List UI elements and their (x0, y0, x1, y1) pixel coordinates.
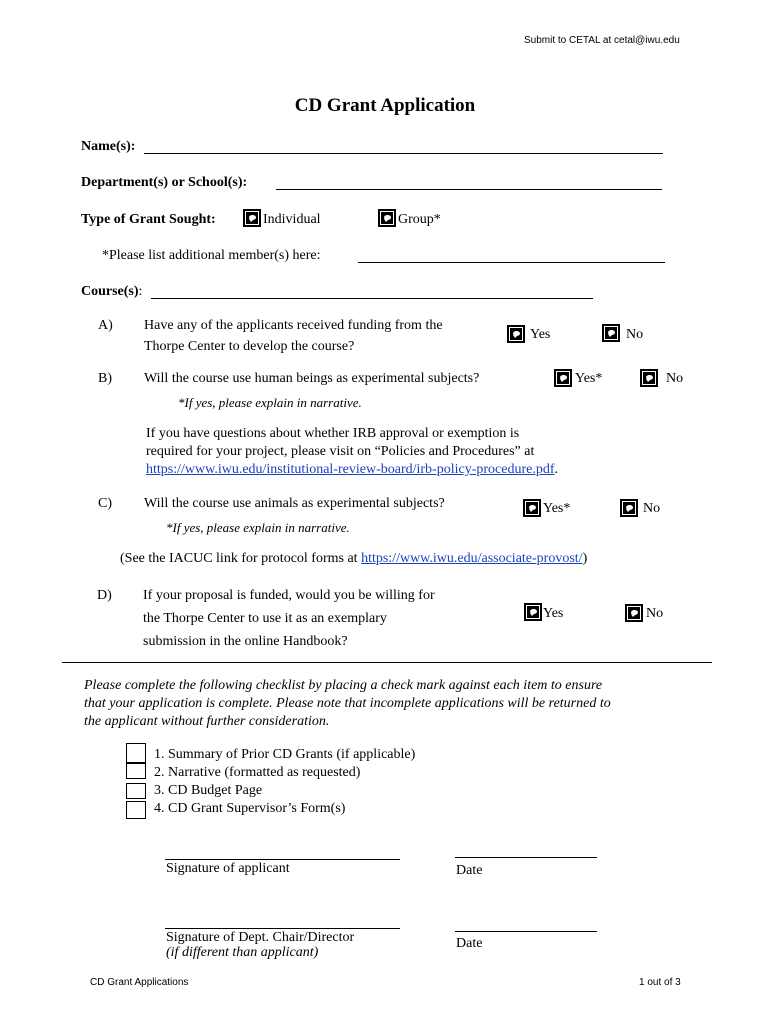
question-b-yes-checkbox[interactable] (554, 369, 572, 387)
irb-line3-end: . (554, 462, 558, 477)
section-divider (62, 662, 712, 663)
question-a-no-label: No (626, 327, 644, 342)
page-title: CD Grant Application (294, 95, 476, 116)
iacuc-prefix: (See the IACUC link for protocol forms at (120, 551, 362, 566)
irb-line2: required for your project, please visit on “Policies and Procedures” at (146, 444, 535, 459)
checklist-intro-line1: Please complete the following checklist by placing a check mark against each item to ensure (84, 678, 603, 693)
names-field[interactable] (144, 153, 663, 154)
question-a-yes-checkbox[interactable] (507, 325, 525, 343)
date2-label: Date (456, 936, 483, 951)
department-label: Department(s) or School(s): (81, 175, 248, 190)
question-c-yes-checkbox[interactable] (523, 499, 541, 517)
grant-group-label: Group* (398, 212, 441, 227)
courses-field[interactable] (151, 298, 593, 299)
date1-label: Date (456, 863, 483, 878)
question-a-no-checkbox[interactable] (602, 324, 620, 342)
question-d-line3: submission in the online Handbook? (143, 634, 348, 649)
checklist-item-2: 2. Narrative (formatted as requested) (154, 765, 361, 780)
question-b-no-checkbox[interactable] (640, 369, 658, 387)
checklist-item-4: 4. CD Grant Supervisor’s Form(s) (154, 801, 346, 816)
iacuc-line (120, 551, 587, 567)
question-a-yes-label: Yes (530, 327, 551, 342)
question-a-letter: A) (98, 318, 113, 333)
additional-members-field[interactable] (358, 262, 665, 263)
chair-signature-label: Signature of Dept. Chair/Director (166, 930, 355, 945)
question-b-letter: B) (98, 371, 112, 386)
question-d-yes-label: Yes (543, 606, 564, 621)
question-c-text: Will the course use animals as experimental subjects? (144, 496, 445, 511)
chair-signature-line[interactable] (165, 928, 400, 929)
checklist-box-1[interactable] (126, 743, 146, 763)
checklist-item-3: 3. CD Budget Page (154, 783, 263, 798)
iacuc-link[interactable]: https://www.iwu.edu/associate-provost/ (361, 551, 583, 566)
irb-policy-link[interactable]: https://www.iwu.edu/institutional-review-board/irb-policy-procedure.pdf (146, 462, 555, 477)
question-b-yes-label: Yes* (575, 371, 603, 386)
question-a-line1: Have any of the applicants received funding from the (144, 318, 443, 333)
courses-label-wrap (81, 284, 142, 300)
grant-group-checkbox[interactable] (378, 209, 396, 227)
chair-signature-note: (if different than applicant) (166, 945, 319, 960)
checklist-intro-line2: that your application is complete. Please note that incomplete applications will be returned to (84, 696, 611, 711)
question-c-no-label: No (643, 501, 661, 516)
question-c-no-checkbox[interactable] (620, 499, 638, 517)
question-d-no-checkbox[interactable] (625, 604, 643, 622)
question-b-note: *If yes, please explain in narrative. (178, 395, 362, 410)
checklist-intro-line3: the applicant without further consideration. (84, 714, 330, 729)
question-b-text: Will the course use human beings as experimental subjects? (144, 371, 480, 386)
footer-page-number: 1 out of 3 (639, 977, 681, 988)
question-c-letter: C) (98, 496, 112, 511)
irb-line3 (146, 462, 558, 478)
grant-individual-label: Individual (263, 212, 321, 227)
footer-title: CD Grant Applications (90, 977, 189, 988)
grant-type-label: Type of Grant Sought: (81, 212, 216, 227)
irb-line1: If you have questions about whether IRB approval or exemption is (146, 426, 520, 441)
checklist-box-2[interactable] (126, 763, 146, 779)
question-a-line2: Thorpe Center to develop the course? (144, 339, 355, 354)
question-d-letter: D) (97, 588, 112, 603)
checklist-box-3[interactable] (126, 783, 146, 799)
submit-note: Submit to CETAL at cetal@iwu.edu (524, 35, 680, 46)
date1-line[interactable] (455, 857, 597, 858)
courses-colon: : (138, 284, 143, 299)
additional-members-label: *Please list additional member(s) here: (102, 248, 321, 263)
applicant-signature-label: Signature of applicant (166, 861, 290, 876)
question-d-no-label: No (646, 606, 664, 621)
question-b-no-label: No (666, 371, 684, 386)
question-c-yes-label: Yes* (543, 501, 571, 516)
date2-line[interactable] (455, 931, 597, 932)
courses-label: Course(s) (81, 284, 139, 299)
applicant-signature-line[interactable] (165, 859, 400, 860)
grant-individual-checkbox[interactable] (243, 209, 261, 227)
question-d-line2: the Thorpe Center to use it as an exemplary (143, 611, 387, 626)
iacuc-suffix: ) (582, 551, 588, 566)
department-field[interactable] (276, 189, 662, 190)
checklist-item-1: 1. Summary of Prior CD Grants (if applicable) (154, 747, 416, 762)
question-d-line1: If your proposal is funded, would you be willing for (143, 588, 435, 603)
checklist-box-4[interactable] (126, 801, 146, 819)
question-c-note: *If yes, please explain in narrative. (166, 520, 350, 535)
question-d-yes-checkbox[interactable] (524, 603, 542, 621)
names-label: Name(s): (81, 139, 136, 154)
